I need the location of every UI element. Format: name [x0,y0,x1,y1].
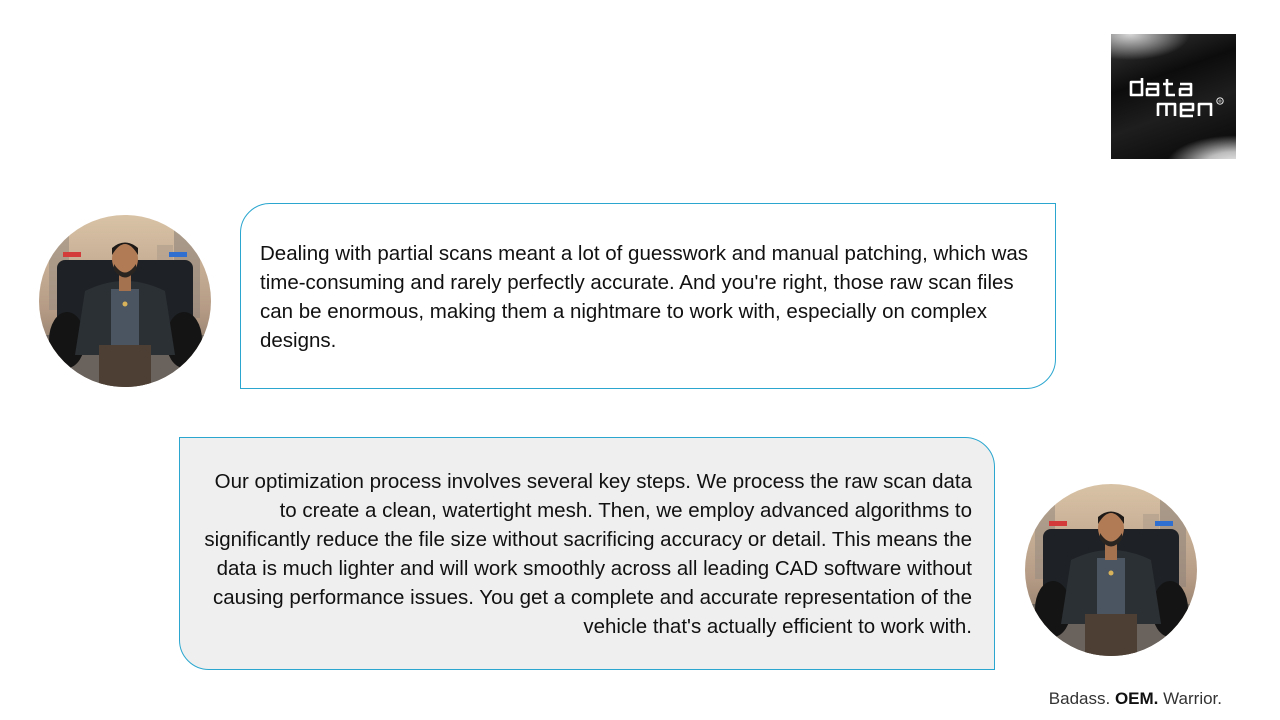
avatar [39,215,211,387]
tagline-part-3: Warrior. [1158,689,1222,708]
message-text: Our optimization process involves several key steps. We process the raw scan data to create a clean, watertight mesh. Then, we employ advanced algorithms to significantly reduce the file size without sacrificing accuracy or detail. This means the data is much lighter and will work smoothly across all leading CAD software without causing performance issues. You get a complete and accurate representation of the vehicle that's actually efficient to work with. [204,470,972,638]
svg-text:®: ® [1218,98,1222,104]
datamen-logo [1111,34,1236,159]
avatar [1025,484,1197,656]
message-text: Dealing with partial scans meant a lot of guesswork and manual patching, which was time-consuming and rarely perfectly accurate. And you're right, those raw scan files can be enormous, making them a nightmare to work with, especially on complex designs. [260,242,1029,352]
tagline-part-1: Badass. [1048,689,1115,708]
tagline-part-2: OEM. [1114,689,1159,708]
message-bubble-user [240,203,1056,389]
message-bubble-reply [179,437,995,670]
tagline [1049,689,1222,709]
datamen-logo-mark [1111,34,1236,159]
